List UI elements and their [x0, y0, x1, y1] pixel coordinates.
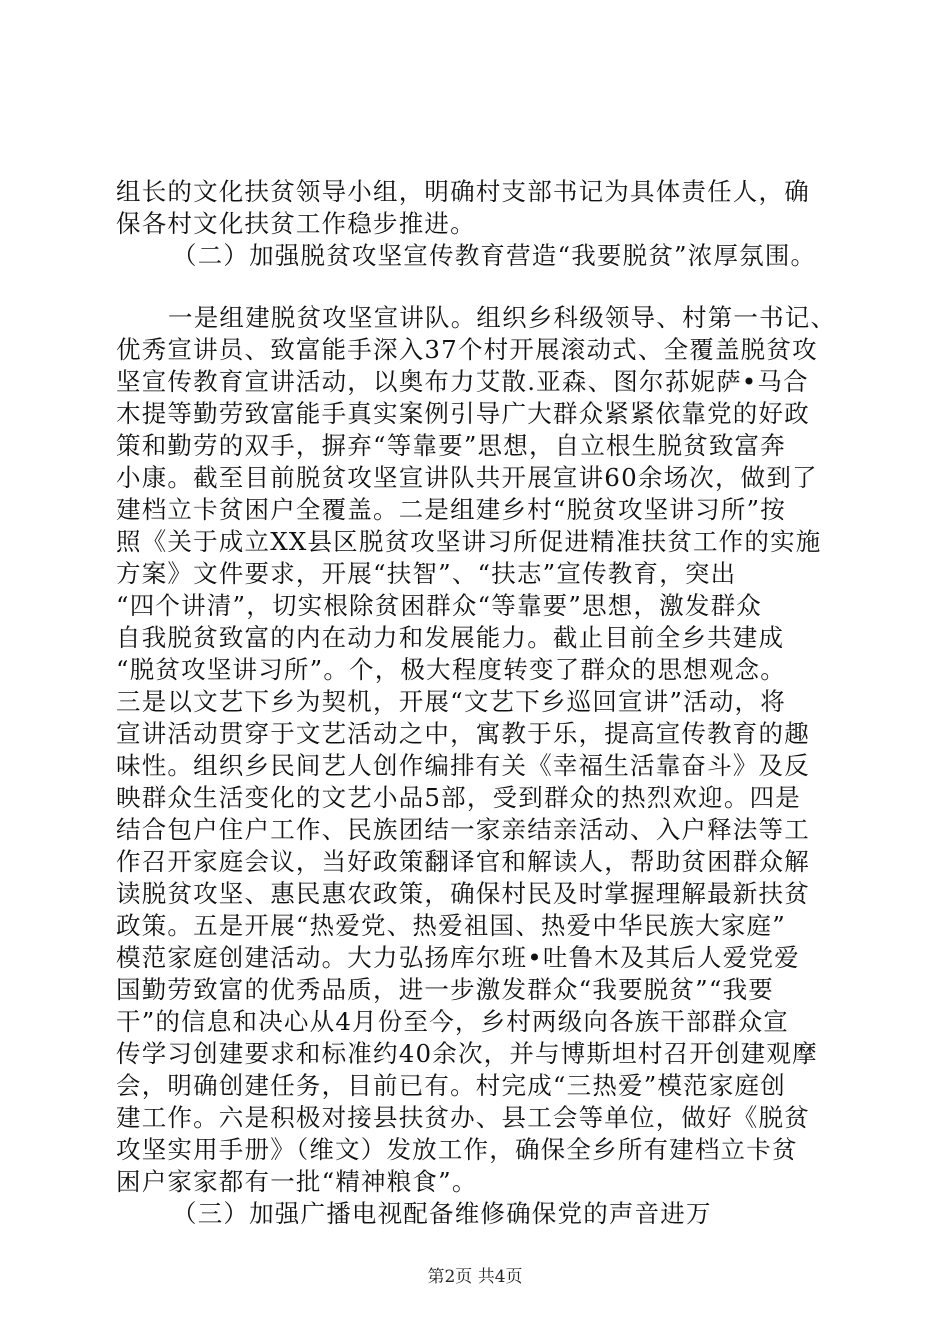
text-line: 攻坚实用手册》（维文）发放工作，确保全乡所有建档立卡贫: [116, 1135, 798, 1164]
page-footer: 第2页 共4页: [427, 1267, 523, 1287]
text-line: 困户家家都有一批“精神粮食”。: [116, 1167, 478, 1196]
text-line: 木提等勤劳致富能手真实案例引导广大群众紧紧依靠党的好政: [116, 399, 810, 428]
text-line: 方案》文件要求，开展“扶智”、“扶志”宣传教育，突出: [116, 559, 737, 588]
text-line: 作召开家庭会议，当好政策翻译官和解读人，帮助贫困群众解: [116, 847, 810, 876]
text-line: 干”的信息和决心从4月份至今，乡村两级向各族干部群众宣: [116, 1007, 790, 1036]
text-line: 建档立卡贫困户全覆盖。二是组建乡村“脱贫攻坚讲习所”按: [116, 495, 786, 524]
section-heading-3: （三）加强广播电视配备维修确保党的声音进万: [172, 1199, 712, 1228]
text-line: 自我脱贫致富的内在动力和发展能力。截止目前全乡共建成: [116, 623, 785, 652]
text-line: 坚宣传教育宣讲活动，以奥布力艾散.亚森、图尔荪妮萨•马合: [116, 367, 809, 396]
text-line: 建工作。六是积极对接县扶贫办、县工会等单位，做好《脱贫: [116, 1103, 810, 1132]
text-line: 模范家庭创建活动。大力弘扬库尔班•吐鲁木及其后人爱党爱: [116, 943, 800, 972]
text-line: 一是组建脱贫攻坚宣讲队。组织乡科级领导、村第一书记、: [168, 303, 837, 332]
text-line: 国勤劳致富的优秀品质，进一步激发群众“我要脱贫”“我要: [116, 975, 774, 1004]
text-line: 组长的文化扶贫领导小组，明确村支部书记为具体责任人，确: [116, 177, 810, 206]
text-line: 政策。五是开展“热爱党、热爱祖国、热爱中华民族大家庭”: [116, 911, 786, 940]
section-heading-2: （二）加强脱贫攻坚宣传教育营造“我要脱贫”浓厚氛围。: [172, 241, 817, 270]
text-line: “脱贫攻坚讲习所”。个，极大程度转变了群众的思想观念。: [116, 655, 786, 684]
text-line: 味性。组织乡民间艺人创作编排有关《幸福生活靠奋斗》及反: [116, 751, 810, 780]
text-line: 照《关于成立XX县区脱贫攻坚讲习所促进精准扶贫工作的实施: [116, 527, 822, 556]
text-line: 三是以文艺下乡为契机，开展“文艺下乡巡回宣讲”活动，将: [116, 687, 786, 716]
text-line: 小康。截至目前脱贫攻坚宣讲队共开展宣讲60余场次，做到了: [116, 463, 818, 492]
text-line: 保各村文化扶贫工作稳步推进。: [116, 209, 476, 238]
text-line: 策和勤劳的双手，摒弃“等靠要”思想，自立根生脱贫致富奔: [116, 431, 786, 460]
text-line: 映群众生活变化的文艺小品5部，受到群众的热烈欢迎。四是: [116, 783, 801, 812]
text-line: 优秀宣讲员、致富能手深入37个村开展滚动式、全覆盖脱贫攻: [116, 335, 818, 364]
text-line: 结合包户住户工作、民族团结一家亲结亲活动、入户释法等工: [116, 815, 810, 844]
text-line: “四个讲清”，切实根除贫困群众“等靠要”思想，激发群众: [116, 591, 762, 620]
text-line: 会，明确创建任务，目前已有。村完成“三热爱”模范家庭创: [116, 1071, 786, 1100]
text-line: 宣讲活动贯穿于文艺活动之中，寓教于乐，提高宣传教育的趣: [116, 719, 810, 748]
text-line: 读脱贫攻坚、惠民惠农政策，确保村民及时掌握理解最新扶贫: [116, 879, 810, 908]
text-line: 传学习创建要求和标准约40余次，并与博斯坦村召开创建观摩: [116, 1039, 818, 1068]
